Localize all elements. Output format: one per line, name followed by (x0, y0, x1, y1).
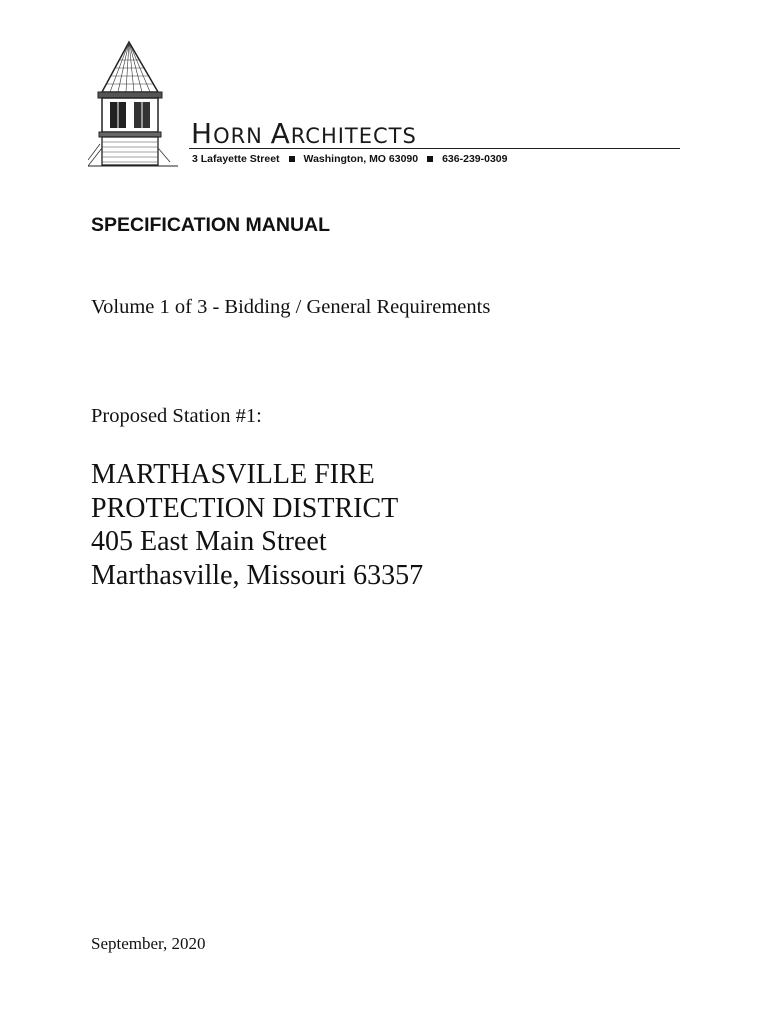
proposed-station: Proposed Station #1: (91, 405, 262, 427)
letterhead-rule (189, 148, 680, 149)
project-line: Marthasville, Missouri 63357 (91, 559, 424, 591)
project-block (91, 458, 423, 592)
firm-name (191, 117, 417, 150)
project-line: 405 East Main Street (91, 526, 327, 557)
project-line: PROTECTION DISTRICT (91, 492, 399, 524)
manual-title: SPECIFICATION MANUAL (91, 214, 331, 236)
street-address: 3 Lafayette Street (192, 153, 280, 165)
document-date: September, 2020 (91, 934, 206, 953)
city-state-zip: Washington, MO 63090 (303, 153, 419, 165)
phone-number: 636-239-0309 (442, 153, 508, 165)
firm-name-initial-1: H (191, 117, 214, 150)
bell-tower-logo (88, 40, 178, 168)
bullet-separator (427, 156, 433, 162)
volume-line: Volume 1 of 3 - Bidding / General Requirements (91, 296, 491, 318)
bullet-separator (289, 156, 295, 162)
firm-name-part-1: ORN (213, 124, 271, 148)
letterhead (88, 40, 682, 170)
firm-name-part-2: RCHITECTS (290, 124, 417, 148)
address-line (192, 153, 507, 165)
firm-name-initial-2: A (270, 117, 291, 150)
project-line: MARTHASVILLE FIRE (91, 459, 375, 490)
